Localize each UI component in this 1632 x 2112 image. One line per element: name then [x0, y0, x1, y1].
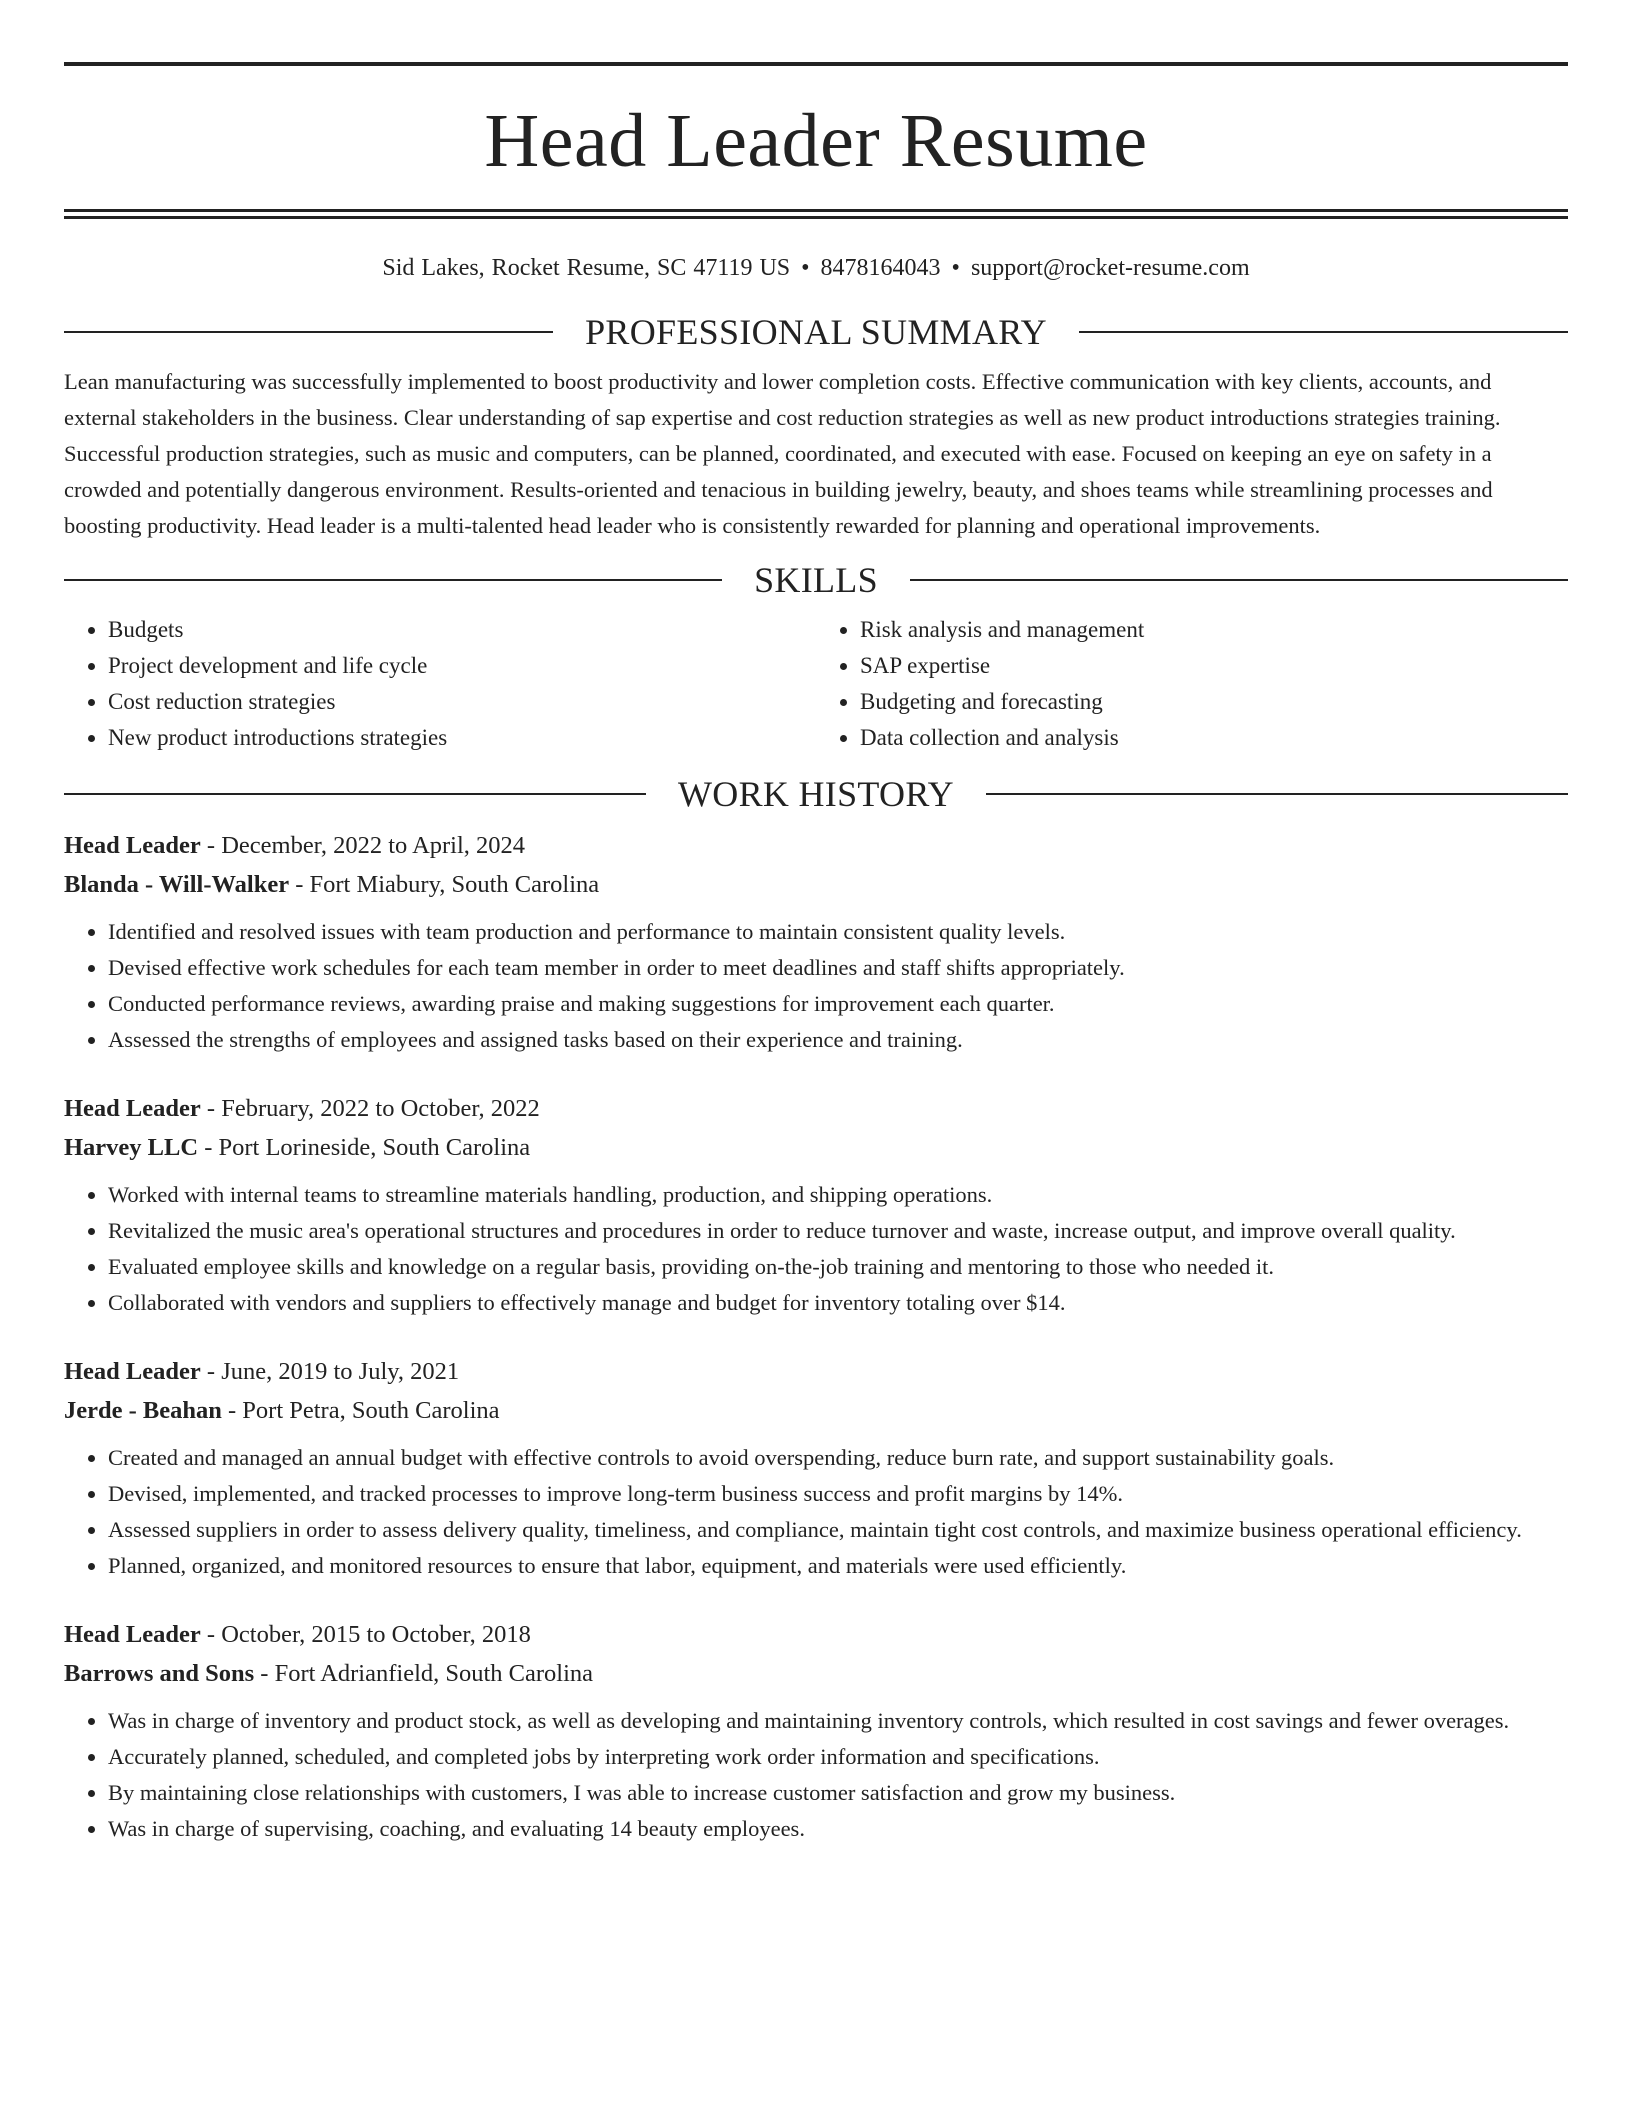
- job-bullet: • Devised effective work schedules for each team member in order to meet deadlines and staff shifts appropriately.: [108, 950, 1568, 986]
- skill-item: • Cost reduction strategies: [108, 684, 816, 720]
- job-location: - Fort Adrianfield, South Carolina: [254, 1660, 594, 1687]
- skill-item: • New product introductions strategies: [108, 720, 816, 756]
- job-title: Head Leader: [64, 832, 201, 859]
- job-title-line: [64, 1089, 1568, 1128]
- skill-item: • Risk analysis and management: [860, 612, 1568, 648]
- job-bullet: • Planned, organized, and monitored resources to ensure that labor, equipment, and materials were used efficiently.: [108, 1548, 1568, 1584]
- section-rule: [64, 793, 646, 795]
- job-entry: [64, 1352, 1568, 1584]
- contact-separator: •: [951, 255, 960, 281]
- section-rule: [64, 331, 553, 333]
- job-company: Blanda - Will-Walker: [64, 871, 290, 898]
- summary-text: Lean manufacturing was successfully implemented to boost productivity and lower completion costs. Effective communication with key clients, accounts, and external stakeholders in the business. Clear understanding of sap expertise and cost reduction strategies as well as new product introductions strategies training. Successful production strategies, such as music and computers, can be planned, coordinated, and executed with ease. Focused on keeping an eye on safety in a crowded and potentially dangerous environment. Results-oriented and tenacious in building jewelry, beauty, and shoes teams while streamlining processes and boosting productivity. Head leader is a multi-talented head leader who is consistently rewarded for planning and operational improvements.: [64, 369, 1501, 538]
- job-title-line: [64, 1352, 1568, 1391]
- job-company-line: [64, 865, 1568, 904]
- skills-list: [64, 612, 1568, 756]
- skill-item: • Budgets: [108, 612, 816, 648]
- job-entry: [64, 1089, 1568, 1321]
- job-bullets: [64, 1703, 1568, 1847]
- job-bullet: • Was in charge of supervising, coaching, and evaluating 14 beauty employees.: [108, 1811, 1568, 1847]
- skill-item: • Data collection and analysis: [860, 720, 1568, 756]
- job-company-line: [64, 1654, 1568, 1693]
- job-location: - Fort Miabury, South Carolina: [289, 871, 600, 898]
- skills-section-header: [64, 560, 1568, 600]
- job-dates: - June, 2019 to July, 2021: [200, 1358, 460, 1385]
- job-company: Jerde - Beahan: [64, 1397, 222, 1424]
- job-bullet: • Evaluated employee skills and knowledge on a regular basis, providing on-the-job training and mentoring to those who needed it.: [108, 1249, 1568, 1285]
- job-bullets: [64, 914, 1568, 1058]
- job-bullet: • Accurately planned, scheduled, and completed jobs by interpreting work order information and specifications.: [108, 1739, 1568, 1775]
- skill-item: • SAP expertise: [860, 648, 1568, 684]
- skills-column-left: [64, 612, 816, 756]
- job-bullet: • Worked with internal teams to streamline materials handling, production, and shipping operations.: [108, 1177, 1568, 1213]
- job-location: - Port Petra, South Carolina: [221, 1397, 500, 1424]
- section-rule: [64, 579, 722, 581]
- job-title: Head Leader: [64, 1095, 201, 1122]
- job-dates: - October, 2015 to October, 2018: [200, 1621, 531, 1648]
- contact-line: [64, 253, 1568, 283]
- contact-separator: •: [801, 255, 810, 281]
- job-dates: - December, 2022 to April, 2024: [200, 832, 526, 859]
- contact-email[interactable]: support@rocket-resume.com: [970, 255, 1250, 281]
- job-bullet: • Conducted performance reviews, awarding praise and making suggestions for improvement each quarter.: [108, 986, 1568, 1022]
- job-company-line: [64, 1391, 1568, 1430]
- header-top-rule: [64, 62, 1568, 66]
- job-title: Head Leader: [64, 1621, 201, 1648]
- contact-address: Sid Lakes, Rocket Resume, SC 47119 US: [382, 255, 791, 281]
- job-company: Harvey LLC: [64, 1134, 199, 1161]
- work-section-header: [64, 774, 1568, 814]
- skills-column-right: [816, 612, 1568, 756]
- job-bullet: • Assessed suppliers in order to assess delivery quality, timeliness, and compliance, maintain tight cost controls, and maximize business operational efficiency.: [108, 1512, 1568, 1548]
- job-bullet: • Devised, implemented, and tracked processes to improve long-term business success and profit margins by 14%.: [108, 1476, 1568, 1512]
- job-title-line: [64, 826, 1568, 865]
- job-company-line: [64, 1128, 1568, 1167]
- job-bullet: • Collaborated with vendors and suppliers to effectively manage and budget for inventory totaling over $14.: [108, 1285, 1568, 1321]
- header-double-rule: [64, 209, 1568, 219]
- section-rule: [910, 579, 1568, 581]
- job-bullet: • Identified and resolved issues with team production and performance to maintain consistent quality levels.: [108, 914, 1568, 950]
- job-bullet: • By maintaining close relationships with customers, I was able to increase customer satisfaction and grow my business.: [108, 1775, 1568, 1811]
- resume-content: [64, 62, 1568, 1847]
- job-title: Head Leader: [64, 1358, 201, 1385]
- job-bullet: • Created and managed an annual budget with effective controls to avoid overspending, reduce burn rate, and support sustainability goals.: [108, 1440, 1568, 1476]
- job-company: Barrows and Sons: [64, 1660, 255, 1687]
- resume-title: Head Leader Resume: [484, 99, 1148, 183]
- summary-heading: PROFESSIONAL SUMMARY: [585, 312, 1047, 352]
- summary-section-header: [64, 312, 1568, 352]
- job-bullet: • Revitalized the music area's operational structures and procedures in order to reduce turnover and waste, increase output, and improve overall quality.: [108, 1213, 1568, 1249]
- skill-item: • Budgeting and forecasting: [860, 684, 1568, 720]
- job-location: - Port Lorineside, South Carolina: [198, 1134, 531, 1161]
- job-entry: [64, 1615, 1568, 1847]
- job-bullet: • Assessed the strengths of employees and assigned tasks based on their experience and training.: [108, 1022, 1568, 1058]
- skills-heading: SKILLS: [754, 560, 878, 600]
- section-rule: [986, 793, 1568, 795]
- job-bullet: • Was in charge of inventory and product stock, as well as developing and maintaining inventory controls, which resulted in cost savings and fewer overages.: [108, 1703, 1568, 1739]
- job-bullets: [64, 1177, 1568, 1321]
- skill-item: • Project development and life cycle: [108, 648, 816, 684]
- contact-phone[interactable]: 8478164043: [820, 255, 941, 281]
- job-dates: - February, 2022 to October, 2022: [200, 1095, 540, 1122]
- job-title-line: [64, 1615, 1568, 1654]
- work-heading: WORK HISTORY: [678, 774, 954, 814]
- job-entry: [64, 826, 1568, 1058]
- job-bullets: [64, 1440, 1568, 1584]
- section-rule: [1079, 331, 1568, 333]
